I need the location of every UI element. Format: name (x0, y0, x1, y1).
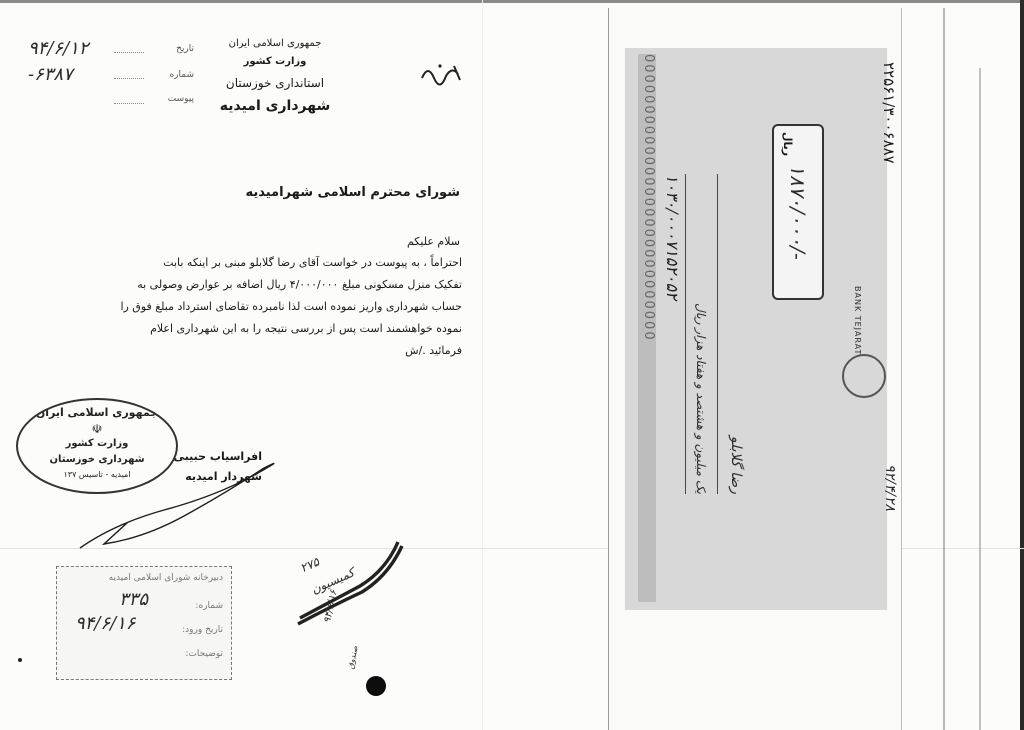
recipient-heading: شورای محترم اسلامی شهرامیدیه (245, 185, 460, 200)
check-payee: رضا گلابلو (717, 174, 744, 494)
signatory-title: شهردار امیدیه (185, 470, 262, 483)
body-line: فرمائید ./ش (405, 344, 462, 357)
referral-line-2: کمیسیون (309, 565, 357, 597)
registry-date: ۹۴/۶/۱۶ (75, 613, 136, 634)
body-line: تفکیک منزل مسکونی مبلغ ۴/۰۰۰/۰۰۰ ریال اضافه بر عوارض وصولی به (137, 278, 462, 291)
stamp-line-3: شهرداری خوزستان (49, 454, 145, 465)
body-line: نموده خواهشمند است پس از بررسی نتیجه را به این شهرداری اعلام (150, 322, 462, 335)
handwritten-signature (74, 454, 280, 554)
check-date: ۹۲/۴/۲۸ (882, 464, 898, 512)
scan-edge-right (1020, 0, 1024, 730)
meta-attachment-label: پیوست (167, 94, 194, 104)
registry-number: ۳۳۵ (119, 589, 149, 610)
stamp-line-2: وزارت کشور (65, 438, 129, 449)
body-line: احتراماً ، به پیوست در خواست آقای رضا گلابلو مبنی بر اینکه بابت (163, 256, 462, 269)
meta-attachment-row (28, 94, 194, 104)
header-republic: جمهوری اسلامی ایران (228, 38, 322, 49)
check-number: ۲۲۵۶۱/۳۰۰۶۸۸۷ (880, 62, 898, 164)
meta-attachment-dots (114, 95, 144, 104)
check-emblem-icon (842, 354, 886, 398)
fold-line (482, 0, 483, 730)
greeting: سلام علیکم (406, 235, 460, 248)
stamp-line-1: جمهوری اسلامی ایران (35, 406, 159, 419)
referral-sign: صندوق (346, 645, 360, 670)
header-ministry: وزارت کشور (243, 56, 307, 67)
referral-line-1: ۲۷۵ (297, 554, 322, 576)
registry-label-2: شماره: (195, 601, 223, 611)
body-line: حساب شهرداری واریز نموده است لذا نامبرده تقاضای استرداد مبلغ فوق را (120, 300, 462, 313)
meta-number-dots (114, 70, 144, 79)
meta-number-label: شماره (169, 69, 194, 80)
registry-label-3: تاریخ ورود: (182, 625, 223, 635)
stamp-emblem-icon: ☫ (91, 422, 103, 436)
check-bank-name: BANK TEJARAT (853, 286, 862, 356)
header-governorate: استانداری خوزستان (225, 76, 325, 90)
basmala-calligraphy (418, 58, 466, 92)
check-amount-box: ۱۸۷۰/۰۰۰/- (772, 124, 824, 300)
check-amount-words: یک میلیون و هشتصد و هفتاد هزار ریال (685, 174, 708, 494)
scan-speck (18, 658, 22, 662)
registry-label-1: دبیرخانه شورای اسلامی امیدیه (108, 573, 223, 583)
check-micr-line: ۱۰۳۰/۰۰۰۷۱۵۲۰۵۲ (663, 174, 682, 300)
check-watermark-band: 0000000000000000000000000000 (638, 54, 656, 602)
page-edge-lines (904, 8, 1004, 730)
meta-date-row (28, 38, 194, 59)
registry-label-4: توضیحات: (185, 649, 223, 659)
punch-hole-left (366, 676, 386, 696)
meta-number-value: -۶۳۸۷ (28, 64, 73, 85)
check-content (638, 54, 904, 602)
scan-edge-top (0, 0, 1024, 3)
check-rial-label: ریال (781, 132, 794, 157)
referral-date: ۹۴/۶/۱۶ (322, 589, 340, 625)
signatory-name: افراسیاب حبیبی (173, 450, 262, 463)
header-municipality: شهرداری امیدیه (219, 98, 331, 114)
referral-note (290, 540, 412, 630)
meta-date-value: ۹۴/۶/۱۲ (28, 38, 89, 59)
meta-date-dots (114, 44, 144, 53)
meta-date-label: تاریخ (176, 43, 194, 54)
registry-stamp (56, 566, 232, 680)
meta-number-row (28, 64, 194, 85)
letter-body (50, 252, 462, 362)
stamp-line-4: امیدیه - تاسیس ۱۳۷ (63, 470, 131, 479)
